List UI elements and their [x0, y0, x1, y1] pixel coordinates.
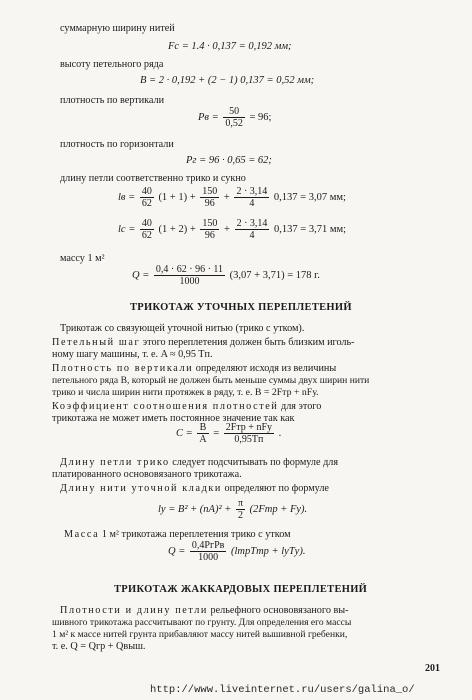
fraction: $\frac{0,4 \cdot 62 \cdot 96 \cdot 11}{1000}$	[155, 264, 224, 287]
paragraph-line: Петельный шаг этого переплетения должен быть близким иголь-	[52, 337, 355, 348]
equation-c: C = $\frac{B}{A}$ = $\frac{\text{2Fтр + nFу}}{0,95Tп}$ .	[176, 422, 282, 445]
paragraph-line: платированного основовязаного трикотажа.	[52, 469, 242, 480]
paragraph-line: ному шагу машины, т. е. A ≈ 0,95 Tп.	[52, 349, 213, 360]
fraction: $\frac{40}{62}$	[141, 218, 152, 241]
text-line: плотность по горизонтали	[60, 139, 174, 150]
paragraph-line: Длину нити уточной кладки определяют по формуле	[60, 483, 329, 494]
paragraph-line: Масса 1 м² трикотажа переплетения трико с утком	[64, 529, 291, 540]
source-url: http://www.liveinternet.ru/users/galina_o/	[150, 684, 415, 696]
paragraph-line: Коэффициент соотношения плотностей для этого	[52, 401, 322, 412]
fraction: $\frac{\pi}{2}$	[237, 498, 244, 521]
equation-lv: lв = $\frac{40}{62}$ (1 + 1) + $\frac{150}{96}$ + $\frac{2 \cdot 3,14}{4}$ 0,137 = 3,07 мм;	[118, 186, 346, 209]
eq-rhs: = 96;	[249, 111, 272, 123]
paragraph-line: Длину петли трико следует подсчитывать по формуле для	[60, 457, 339, 468]
paragraph-line: шивного трикотажа рассчитывают по грунту. Для определения его массы	[52, 617, 352, 628]
fraction: $\frac{50}{0,52}$	[225, 106, 243, 129]
equation-lc: lс = $\frac{40}{62}$ (1 + 2) + $\frac{150}{96}$ + $\frac{2 \cdot 3,14}{4}$ 0,137 = 3,71 мм;	[118, 218, 347, 241]
paragraph-line: т. е. Q = Qгр + Qвыш.	[52, 641, 146, 652]
paragraph-line: Плотности и длину петли рельефного основовязаного вы-	[60, 605, 349, 616]
paragraph-line: трико и числа ширин нити протяжек в ряду, т. е. B = 2Fтр + nFу.	[52, 387, 319, 398]
section-heading: ТРИКОТАЖ ЖАККАРДОВЫХ ПЕРЕПЛЕТЕНИЙ	[114, 584, 368, 595]
paragraph-line: 1 м² к массе нитей грунта прибавляют массу нитей вышивной гребенки,	[52, 629, 348, 640]
page-number: 201	[425, 663, 440, 674]
text-line: высоту петельного ряда	[60, 59, 164, 70]
paragraph-line: трикотажа не может иметь постоянное значение так как	[52, 413, 295, 424]
text-line: суммарную ширину нитей	[60, 23, 175, 34]
equation-q2: Q = $\frac{\text{0,4PгPв}}{1000}$ (lтрTтр + lуTу).	[168, 540, 306, 563]
equation-q1: Q = $\frac{0,4 \cdot 62 \cdot 96 \cdot 11}{1000}$ (3,07 + 3,71) = 178 г.	[132, 264, 320, 287]
text-line: массу 1 м²	[60, 253, 105, 264]
equation-pg: Pг = 96 · 0,65 = 62;	[186, 155, 272, 166]
fraction: $\frac{150}{96}$	[202, 218, 218, 241]
paragraph-line: Трикотаж со связующей уточной нитью (трико с утком).	[60, 323, 305, 334]
fraction: $\frac{2 \cdot 3,14}{4}$	[236, 186, 268, 209]
fraction: $\frac{\text{0,4PгPв}}{1000}$	[191, 540, 225, 563]
fraction: $\frac{150}{96}$	[202, 186, 218, 209]
paragraph-line: Плотность по вертикали определяют исходя из величины	[52, 363, 337, 374]
equation-b: B = 2 · 0,192 + (2 − 1) 0,137 = 0,52 мм;	[140, 75, 315, 86]
paragraph-line: петельного ряда B, который не должен быть меньше суммы двух ширин нити	[52, 375, 370, 386]
equation-ly: lу = B² + (nA)² + $\frac{\pi}{2}$ (2Fтр + Fу).	[158, 498, 308, 521]
text-line: длину петли соответственно трико и сукно	[60, 173, 246, 184]
equation-fs: Fс = 1.4 · 0,137 = 0,192 мм;	[168, 41, 292, 52]
fraction: $\frac{\text{2Fтр + nFу}}{0,95Tп}$	[225, 422, 273, 445]
equation-pv	[198, 106, 271, 129]
fraction: $\frac{2 \cdot 3,14}{4}$	[236, 218, 268, 241]
eq-lhs: Pв =	[198, 111, 219, 123]
fraction: $\frac{40}{62}$	[141, 186, 152, 209]
text-line: плотность по вертикали	[60, 95, 165, 106]
section-heading: ТРИКОТАЖ УТОЧНЫХ ПЕРЕПЛЕТЕНИЙ	[130, 302, 352, 313]
fraction: $\frac{B}{A}$	[199, 422, 207, 445]
